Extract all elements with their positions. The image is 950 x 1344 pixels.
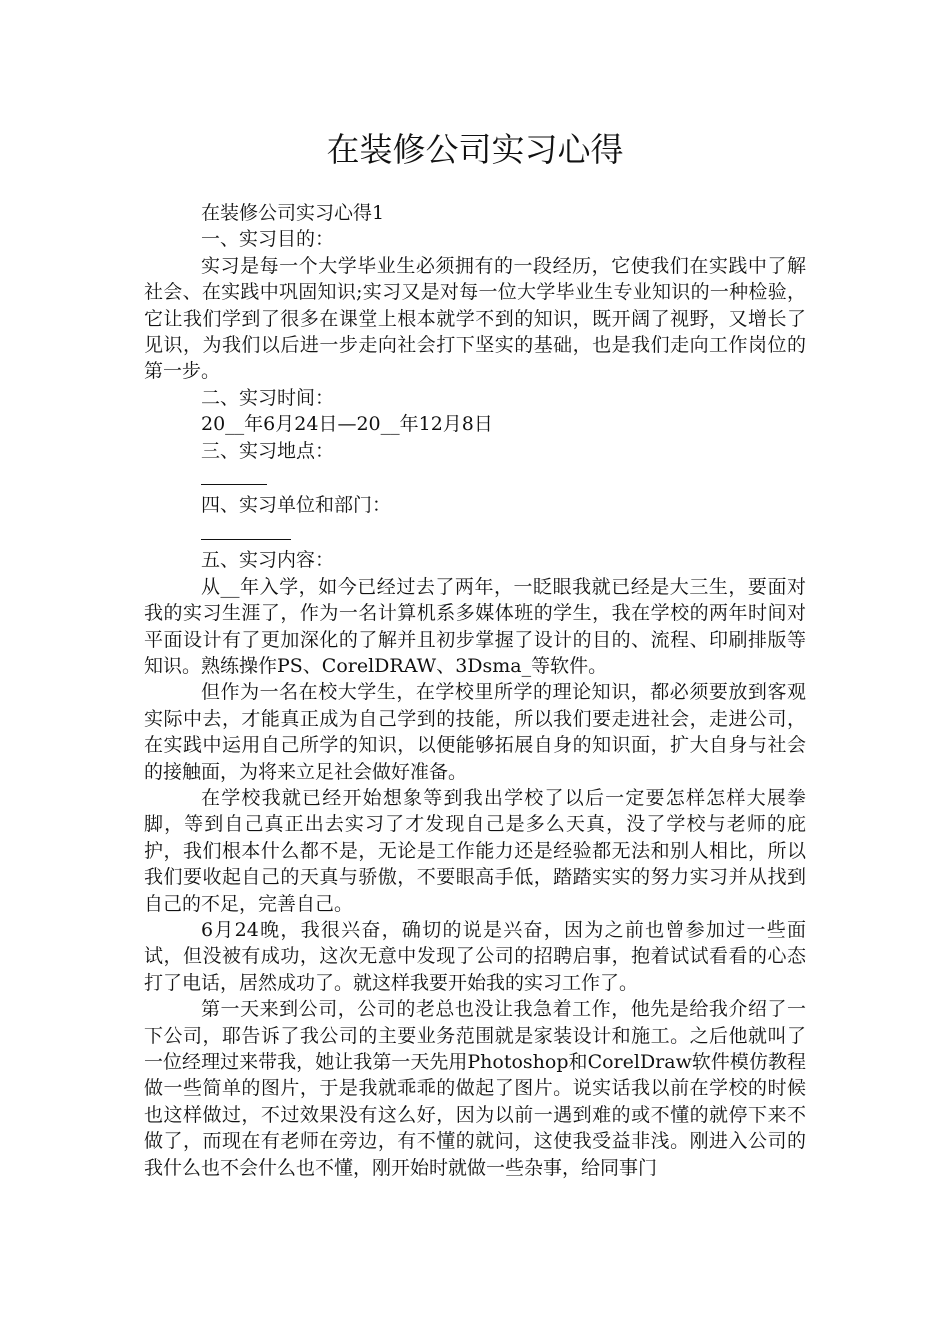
document-body xyxy=(144,200,806,1181)
body-paragraph: 在学校我就已经开始想象等到我出学校了以后一定要怎样怎样大展拳脚，等到自己真正出去实习了才发现自己是多么天真，没了学校与老师的庇护，我们根本什么都不是，无论是工作能力还是经验都无法和别人相比，所以我们要收起自己的天真与骄傲，不要眼高手低，踏踏实实的努力实习并从找到自己的不足，完善自己。 xyxy=(144,786,806,915)
blank-underline xyxy=(201,464,267,485)
document-title: 在装修公司实习心得 xyxy=(326,130,624,169)
body-paragraph: 从__年入学，如今已经过去了两年，一眨眼我就已经是大三生，要面对我的实习生涯了，作为一名计算机系多媒体班的学生，我在学校的两年时间对平面设计有了更加深化的了解并且初步掌握了设计的目的、流程、印刷排版等知识。熟练操作PS、CorelDRAW、3Dsma_等软件。 xyxy=(144,575,806,677)
body-paragraph: 6月24晚，我很兴奋，确切的说是兴奋，因为之前也曾参加过一些面试，但没被有成功，这次无意中发现了公司的招聘启事，抱着试试看看的心态打了电话，居然成功了。就这样我要开始我的实习工作了。 xyxy=(144,918,806,994)
body-paragraph: 第一天来到公司，公司的老总也没让我急着工作，他先是给我介绍了一下公司，耶告诉了我公司的主要业务范围就是家装设计和施工。之后他就叫了一位经理过来带我，她让我第一天先用Photoshop和CorelDraw软件模仿教程做一些简单的图片，于是我就乖乖的做起了图片。说实话我以前在学校的时候也这样做过，不过效果没有这么好，因为以前一遇到难的或不懂的就停下来不做了，而现在有老师在旁边，有不懂的就问，这使我受益非浅。刚进入公司的我什么也不会什么也不懂，刚开始时就做一些杂事，给同事门 xyxy=(144,998,806,1179)
section-heading-time: 二、实习时间： xyxy=(201,386,335,409)
section-heading-place: 三、实习地点： xyxy=(201,439,335,462)
section-heading-content: 五、实习内容： xyxy=(201,549,335,572)
section-heading-purpose: 一、实习目的： xyxy=(201,228,335,251)
document-subtitle: 在装修公司实习心得1 xyxy=(201,202,385,224)
section-text-purpose: 实习是每一个大学毕业生必须拥有的一段经历，它使我们在实践中了解社会、在实践中巩固知识;实习又是对每一位大学毕业生专业知识的一种检验，它让我们学到了很多在课堂上根本就学不到的知识，既开阔了视野，又增长了见识，为我们以后进一步走向社会打下坚实的基础，也是我们走向工作岗位的第一步。 xyxy=(144,254,806,383)
body-paragraph: 但作为一名在校大学生，在学校里所学的理论知识，都必须要放到客观实际中去，才能真正成为自己学到的技能，所以我们要走进社会，走进公司，在实践中运用自己所学的知识，以便能够拓展自身的知识面，扩大自身与社会的接触面，为将来立足社会做好准备。 xyxy=(144,681,806,783)
section-text-time: 20__年6月24日—20__年12月8日 xyxy=(201,413,493,436)
section-heading-unit: 四、实习单位和部门： xyxy=(201,494,392,517)
blank-line-place xyxy=(144,464,806,492)
blank-line-unit xyxy=(144,519,806,547)
blank-underline xyxy=(201,519,291,540)
